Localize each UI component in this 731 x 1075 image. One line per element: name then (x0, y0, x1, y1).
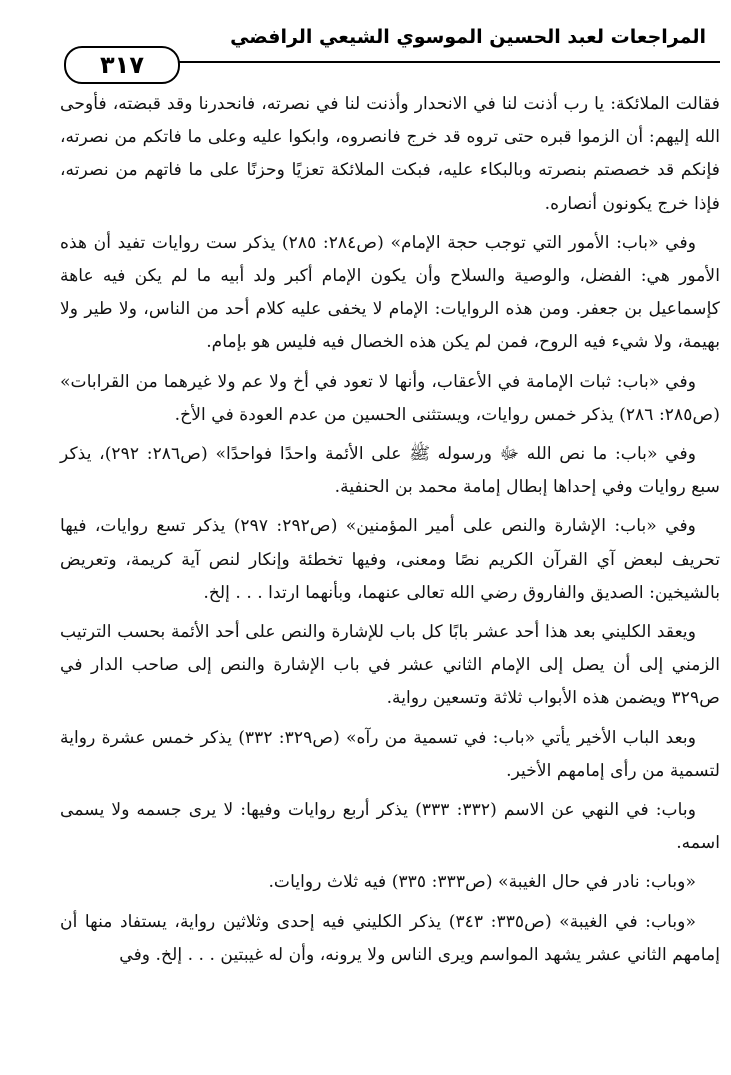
paragraph: وفي «باب: الإشارة والنص على أمير المؤمنين» (ص٢٩٢: ٢٩٧) يذكر تسع روايات، فيها تحريف لبعض آي القرآن الكريم نصًا ومعنى، وفيها تخطئة وإنكار لنص آية كريمة، وتعريض بالشيخين: الصديق والفاروق رضي الله تعالى عنهما، وبأنهما ارتدا . . . إلخ. (60, 516, 720, 603)
paragraph: «وباب: نادر في حال الغيبة» (ص٣٣٣: ٣٣٥) فيه ثلاث روايات. (268, 872, 696, 893)
paragraph: وباب: في النهي عن الاسم (٣٣٢: ٣٣٣) يذكر أربع روايات وفيها: لا يرى جسمه ولا يسمى اسمه. (60, 800, 720, 854)
running-title: المراجعات لعبد الحسين الموسوي الشيعي الرافضي (230, 26, 706, 48)
page-number: ٣١٧ (64, 46, 180, 84)
body-text (60, 88, 720, 978)
page-header (58, 8, 720, 78)
header-rule (176, 61, 720, 63)
paragraph: فقالت الملائكة: يا رب أذنت لنا في الانحدار وأذنت لنا في نصرته، فانحدرنا وقد قبضته، فأوحى الله إليهم: أن الزموا قبره حتى تروه قد خرج فانصروه، وابكوا عليه وعلى ما فاتكم من نصرته، فإنكم قد خصصتم بنصرته وبالبكاء عليه، فبكت الملائكة تعزيًا وحزنًا على ما فاتهم من نصرته، فإذا خرج يكونون أنصاره. (60, 94, 720, 214)
paragraph: وفي «باب: الأمور التي توجب حجة الإمام» (ص٢٨٤: ٢٨٥) يذكر ست روايات تفيد أن هذه الأمور هي: الفضل، والوصية والسلاح وأن يكون الإمام أكبر ولد أبيه ما لم يكن فيه عاهة كإسماعيل بن جعفر. ومن هذه الروايات: الإمام لا يخفى عليه كلام أحد من الناس، ولا طير ولا بهيمة، ولا شيء فيه الروح، فمن لم يكن هذه الخصال فيه فليس هو بإمام. (60, 232, 720, 353)
paragraph: وفي «باب: ثبات الإمامة في الأعقاب، وأنها لا تعود في أخ ولا عم ولا غيرهما من القرابات» (ص٢٨٥: ٢٨٦) يذكر خمس روايات، ويستثنى الحسين من عدم العودة في الأخ. (60, 371, 720, 425)
paragraph: وفي «باب: ما نص الله ﷻ ورسوله ﷺ على الأئمة واحدًا فواحدًا» (ص٢٨٦: ٢٩٢)، يذكر سبع روايات وفي إحداها إبطال إمامة محمد بن الحنفية. (60, 444, 720, 498)
paragraph: وبعد الباب الأخير يأتي «باب: في تسمية من رآه» (ص٣٢٩: ٣٣٢) يذكر خمس عشرة رواية لتسمية من رأى إمامهم الأخير. (60, 727, 720, 781)
paragraph: «وباب: في الغيبة» (ص٣٣٥: ٣٤٣) يذكر الكليني فيه إحدى وثلاثين رواية، يستفاد منها أن إمامهم الثاني عشر يشهد المواسم ويرى الناس ولا يرونه، وأن له غيبتين . . . إلخ. وفي (60, 911, 720, 965)
paragraph: ويعقد الكليني بعد هذا أحد عشر بابًا كل باب للإشارة والنص على أحد الأئمة بحسب الترتيب الزمني إلى أن يصل إلى الإمام الثاني عشر في باب الإشارة والنص إلى صاحب الدار في ص٣٢٩ ويضمن هذه الأبواب ثلاثة وتسعين رواية. (60, 622, 720, 709)
